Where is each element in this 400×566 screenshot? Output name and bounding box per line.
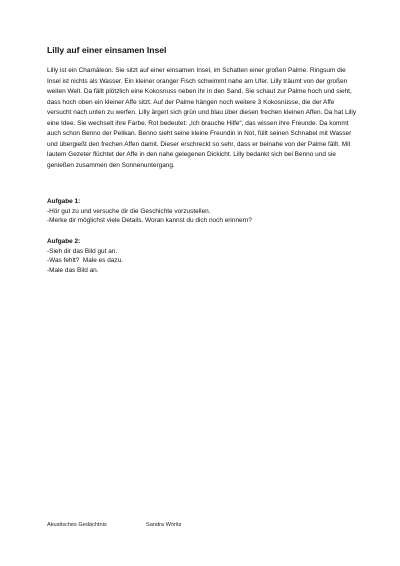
footer-author: Sandra Wöritz <box>146 522 182 528</box>
footer-title: Akustisches Gedächtnis <box>47 522 107 528</box>
task-2-line-2: -Was fehlt? Male es dazu. <box>47 257 123 264</box>
task-1 <box>47 197 357 226</box>
task-2 <box>47 237 357 275</box>
story-text: Lilly ist ein Chamäleon. Sie sitzt auf einer einsamen Insel, im Schatten einer großen Palme. Ringsum die Insel ist nichts als Wasser. Ein kleiner oranger Fisch schwimmt nahe am Ufer. Lilly träumt von der großen weiten Welt. Da fällt plötzlich eine Kokosnuss neben ihr in den Sand. Sie schaut zur Palme hoch und sieht, dass hoch oben ein kleiner Affe sitzt. Auf der Palme hängen noch weitere 3 Kokosnüsse, die der Affe versucht nach unten zu werfen. Lilly ärgert sich grün und blau über diesen frechen kleinen Affen. Da hat Lilly eine Idee. Sie wechselt ihre Farbe. Rot bedeutet: „Ich brauche Hilfe“, das wissen ihre Freunde. Da kommt auch schon Benno der Pelikan. Benno sieht seine kleine Freundin in Not, füllt seinen Schnabel mit Wasser und übergießt den frechen Affen damit. Dieser erschreckt so sehr, dass er beinahe von der Palme fällt. Mit lautem Gezeter flüchtet der Affe in den nahe gelegenen Dickicht. Lilly bedankt sich bei Benno und sie genießen zusammen den Sonnenuntergang. <box>47 67 357 169</box>
task-1-heading: Aufgabe 1: <box>47 198 81 205</box>
task-1-line-2: -Merke dir möglichst viele Details. Woran kannst du dich noch erinnern? <box>47 217 252 224</box>
task-1-line-1: -Hör gut zu und versuche dir die Geschichte vorzustellen. <box>47 207 211 215</box>
task-2-line-1: -Sieh dir das Bild gut an. <box>47 247 118 255</box>
task-2-line-3: -Male das Bild an. <box>47 266 99 274</box>
document-title: Lilly auf einer einsamen Insel <box>47 45 167 55</box>
task-2-heading: Aufgabe 2: <box>47 238 81 245</box>
